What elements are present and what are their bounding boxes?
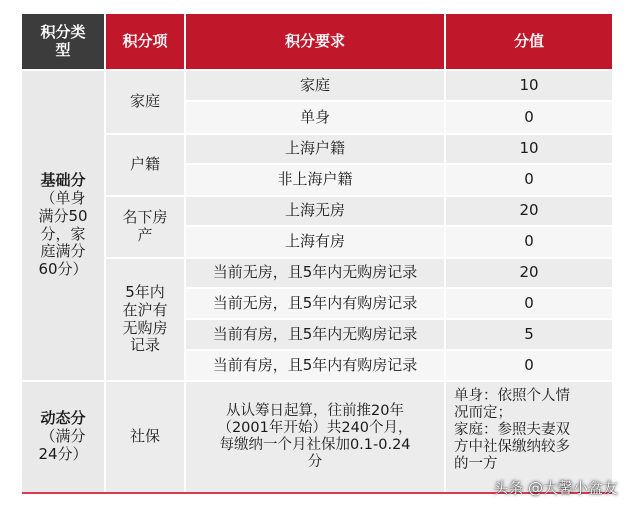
row-score: 20 [446, 197, 612, 225]
item-social-insurance: 社保 [106, 382, 184, 492]
row-score: 20 [446, 259, 612, 287]
category-dynamic [22, 382, 104, 492]
row-requirement: 上海户籍 [186, 135, 444, 163]
row-requirement: 当前有房，且5年内无购房记录 [186, 320, 444, 349]
row-requirement: 上海有房 [186, 227, 444, 257]
row-score: 0 [446, 102, 612, 133]
watermark: 头条 @大馨小盆友 [493, 479, 618, 497]
item-family: 家庭 [106, 71, 184, 133]
row-requirement: 上海无房 [186, 197, 444, 225]
item-hukou: 户籍 [106, 135, 184, 195]
header-score: 分值 [446, 14, 612, 69]
category-basic-title: 基础分 [40, 171, 86, 190]
item-purchase-record: 5年内 在沪有 无购房 记录 [106, 259, 184, 380]
row-score: 10 [446, 135, 612, 163]
item-housing: 名下房 产 [106, 197, 184, 257]
row-score: 0 [446, 227, 612, 257]
category-dynamic-subtitle: （满分 24分） [38, 427, 88, 463]
row-requirement: 家庭 [186, 71, 444, 100]
row-score: 5 [446, 320, 612, 349]
row-requirement: 当前无房，且5年内无购房记录 [186, 259, 444, 287]
category-basic-subtitle: （单身 满分50 分，家 庭满分 60分） [38, 189, 88, 278]
category-dynamic-title: 动态分 [40, 409, 86, 428]
row-requirement: 非上海户籍 [186, 165, 444, 195]
social-score: 单身：依照个人情 况而定； 家庭：参照夫妻双 方中社保缴纳较多 的一方 [446, 382, 612, 492]
category-basic [22, 71, 104, 380]
header-item: 积分项 [106, 14, 184, 69]
row-requirement: 单身 [186, 102, 444, 133]
points-table [22, 14, 612, 492]
row-score: 0 [446, 351, 612, 380]
header-category: 积分类 型 [22, 14, 104, 69]
social-requirement: 从认筹日起算，往前推20年 （2001年开始）共240个月， 每缴纳一个月社保加0.1-0.24 分 [186, 382, 444, 492]
row-requirement: 当前有房，且5年内有购房记录 [186, 351, 444, 380]
row-score: 0 [446, 165, 612, 195]
row-score: 0 [446, 289, 612, 318]
row-score: 10 [446, 71, 612, 100]
header-requirement: 积分要求 [186, 14, 444, 69]
row-requirement: 当前无房，且5年内有购房记录 [186, 289, 444, 318]
